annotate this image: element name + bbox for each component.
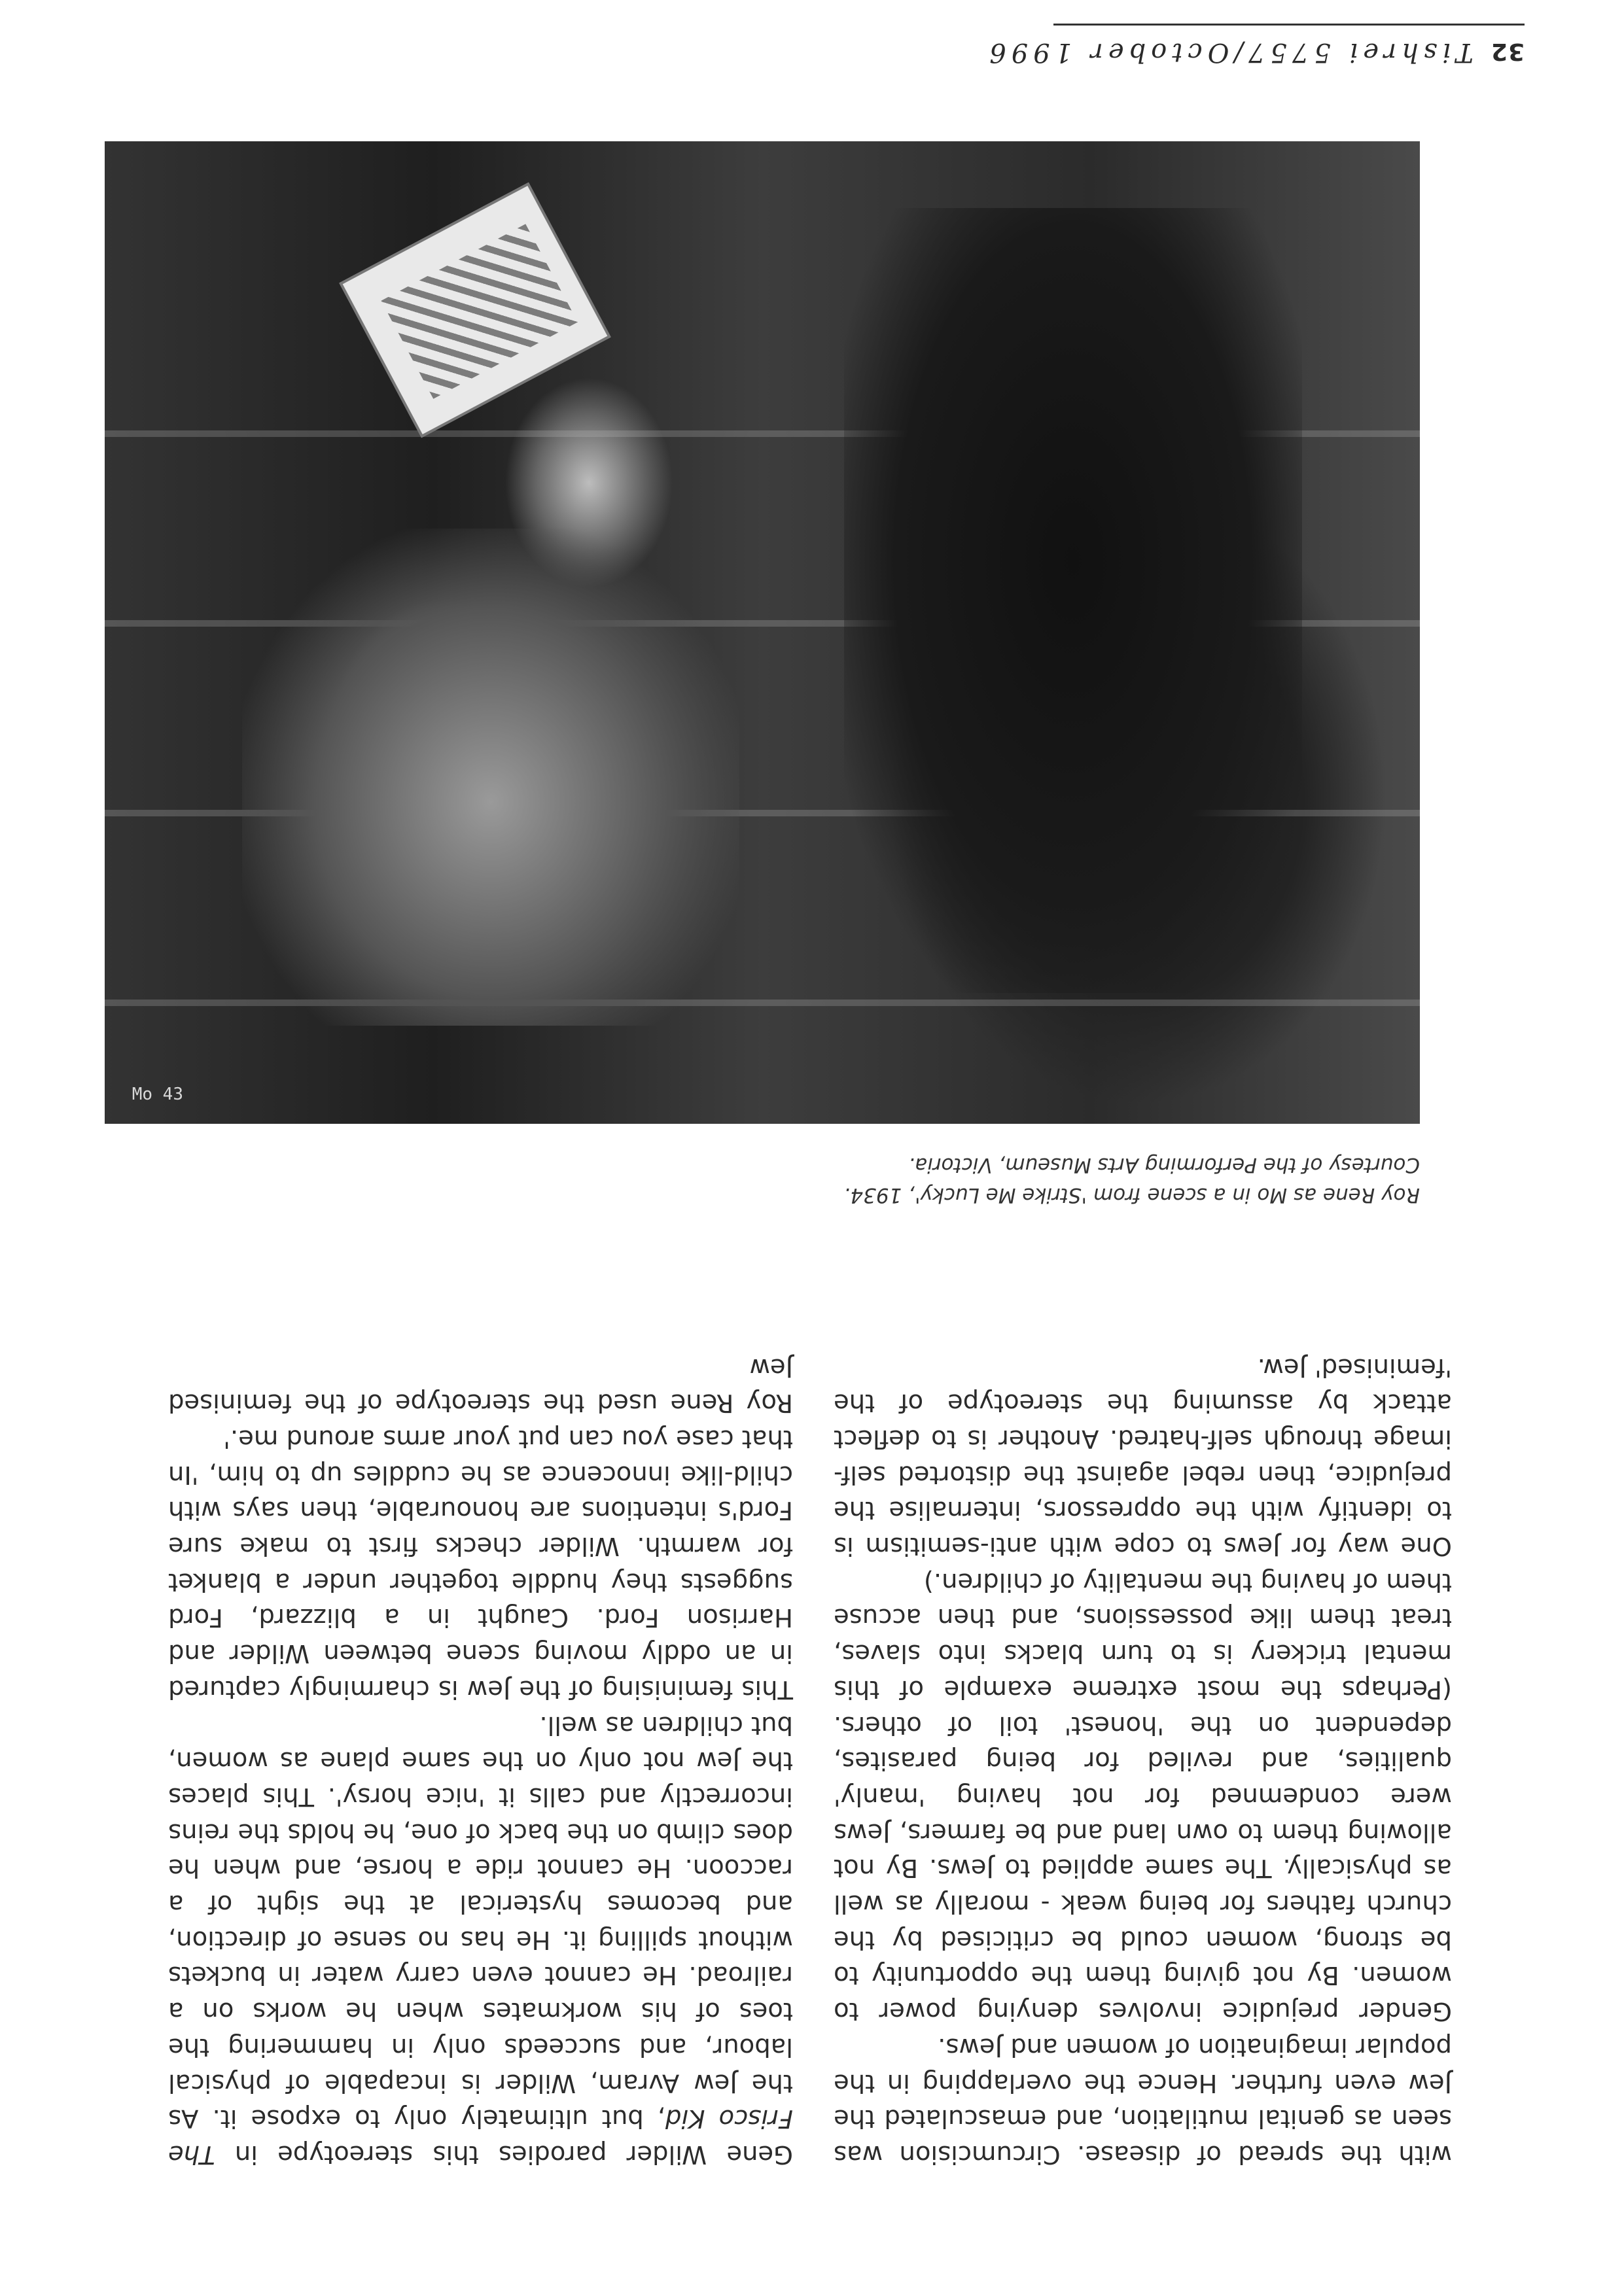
figure-woman	[242, 529, 739, 1026]
caption-line-2: Courtesy of the Performing Arts Museum, Victoria.	[908, 1153, 1420, 1177]
paragraph: One way for Jews to cope with anti-semitism is to identify with the oppressors, internalise the prejudice, then rebel against the distorted self-image through self-hatred. Another is to deflect attack by assuming the stereotype of the 'feminised' Jew.	[834, 1352, 1452, 1561]
paragraph: Gender prejudice involves denying power to women. By not giving them the opportunity to be strong, women could be criticised by the church fathers for being weak - morally as well as physically. The same applied to Jews. By not allowing them to own land and be farmers, Jews were condemned for not having 'manly' qualities, and reviled for being parasites, dependent on the 'honest' toil of others. (Perhaps the most extreme example of this mental trickery is to turn blacks into slaves, treat them like possessions, and then accuse them of having the mentality of children.)	[834, 1567, 1452, 2026]
left-column	[834, 1349, 1452, 2172]
paragraph	[168, 1707, 793, 2172]
paragraph-rest: , but ultimately only to expose it. As the Jew Avram, Wilder is incapable of physical labour, and succeeds only in hammering the toes of his workmates when he works on a railroad. He cannot even carry water in buckets without spilling it. He has no sense of direction, and becomes hysterical at the sight of a raccoon. He cannot ride a horse, and when he does climb on the back of one, he holds the reins incorrectly and calls it 'nice horsy'. This places the Jew not only on the same plane as women, but children as well.	[168, 1710, 793, 2134]
paragraph: with the spread of disease. Circumcision was seen as genital mutilation, and emasculated the Jew even further. Hence the overlapping in the popular imagination of women and Jews.	[834, 2032, 1452, 2169]
page-number: 32	[1490, 38, 1525, 65]
right-column	[168, 1349, 793, 2172]
figure-mo	[844, 208, 1302, 993]
caption-line-1: Roy Rene as Mo in a scene from 'Strike Me Lucky', 1934.	[843, 1183, 1420, 1207]
paragraph: This feminising of the Jew is charmingly captured in an oddly moving scene between Wilder and Harrison Ford. Caught in a blizzard, Ford suggests they huddle together under a blanket for warmth. Wilder checks first to make sure Ford's intentions are honourable, then says with child-like innocence as he cuddles up to him, 'In that case you can put your arms around me.'	[168, 1423, 793, 1704]
film-still-photo	[105, 141, 1420, 1124]
issue-date: Tishrei 5757/October 1996	[984, 37, 1474, 67]
paragraph: Roy Rene used the stereotype of the feminised Jew	[168, 1352, 793, 1418]
film-code: Mo 43	[132, 1085, 183, 1104]
photo-caption	[105, 1150, 1420, 1210]
page-header	[984, 24, 1525, 67]
shop-sign	[339, 183, 610, 438]
paragraph-start: Gene Wilder parodies this stereotype in	[215, 2140, 793, 2169]
film-title: The Frisco Kid	[168, 2104, 793, 2169]
